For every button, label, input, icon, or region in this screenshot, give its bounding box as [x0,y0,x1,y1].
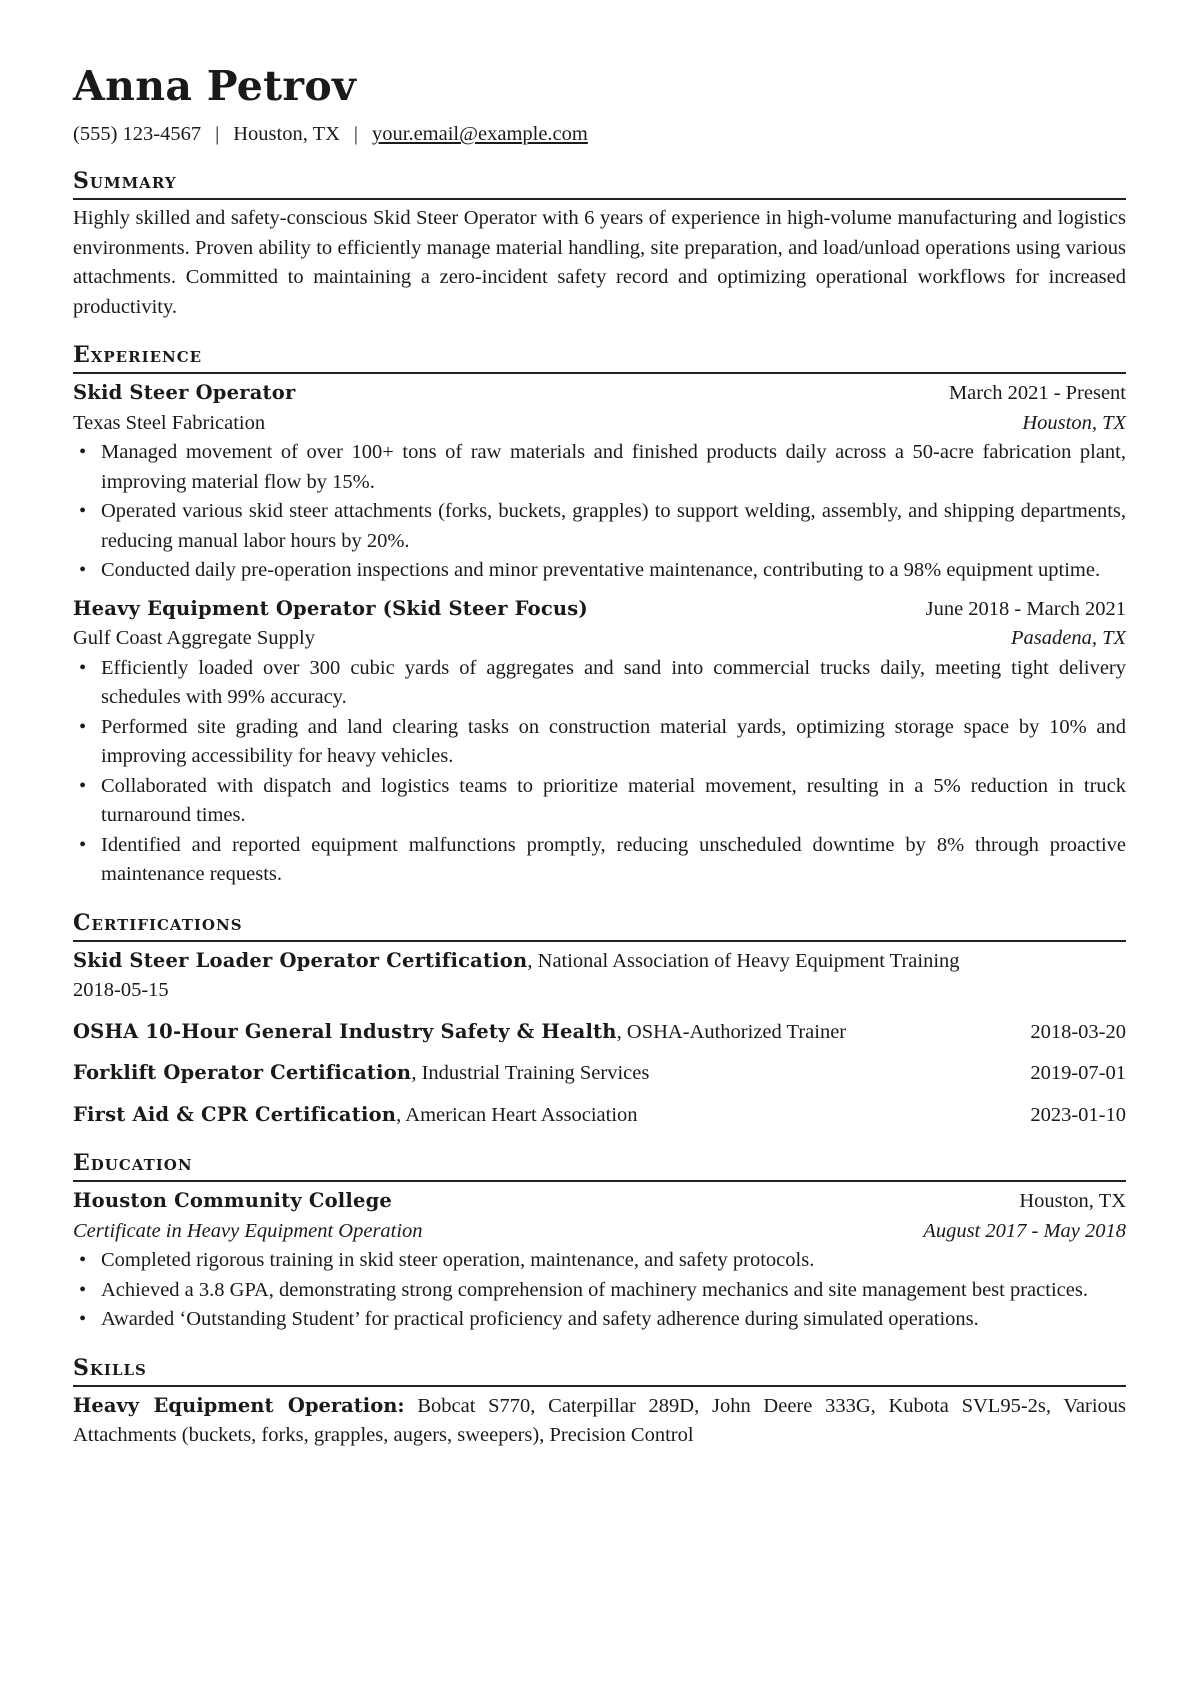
cert-issuer: , OSHA-Authorized Trainer [616,1020,847,1043]
education-dates: August 2017 - May 2018 [923,1219,1126,1242]
candidate-name: Anna Petrov [73,62,357,110]
list-item: • Completed rigorous training in skid steer operation, maintenance, and safety protocols. [101,1246,1126,1276]
cert-issuer: , American Heart Association [396,1103,638,1126]
email-link[interactable]: your.email@example.com [372,123,588,145]
skills-heading: Skills [73,1353,1126,1387]
job-location: Pasadena, TX [1010,627,1126,649]
list-item: • Collaborated with dispatch and logistics teams to prioritize material movement, resulting in a 5% reduction in truck turnaround times. [101,772,1126,831]
separator: | [215,123,220,145]
degree: Certificate in Heavy Equipment Operation [73,1219,423,1242]
experience-heading: Experience [73,340,1126,374]
school-location: Houston, TX [1019,1190,1126,1212]
cert-date: 2018-05-15 [73,979,169,1001]
skills-text: Bobcat S770, Caterpillar 289D, John Deere 333G, Kubota SVL95-2s, Various Attachments (buckets, forks, grapples, augers, sweepers), Precision Control [73,1394,1126,1446]
job-dates: June 2018 - March 2021 [925,597,1126,620]
cert-name: Skid Steer Loader Operator Certification [73,948,528,972]
cert-entry [73,1017,1126,1048]
certifications-heading: Certifications [73,908,1126,942]
job-subheader [73,624,1126,654]
job-bullets [73,654,1126,890]
job-location: Houston, TX [1022,411,1126,434]
list-item: • Managed movement of over 100+ tons of raw materials and finished products daily across a 50-acre fabrication plant, improving material flow by 15%. [101,438,1126,497]
education-subheader [73,1217,1126,1247]
job-entry [73,378,1126,586]
contact-line [73,120,1126,148]
skills-line [73,1391,1126,1451]
resume-page [73,58,1126,1451]
cert-entry [73,946,1126,1006]
job-entry [73,594,1126,890]
skills-label: Heavy Equipment Operation: [73,1393,405,1417]
phone-number: (555) 123-4567 [73,123,202,145]
cert-issuer: , National Association of Heavy Equipment Training [527,949,960,972]
summary-text: Highly skilled and safety-conscious Skid Steer Operator with 6 years of experience in high-volume manufacturing and logistics environments. Proven ability to efficiently manage material handling, site preparation, and load/unload operations using various attachments. Committed to maintaining a zero-incident safety record and optimizing operational workflows for increased productivity. [73,207,1126,318]
cert-name: First Aid & CPR Certification [73,1102,397,1126]
education-bullets [73,1246,1126,1335]
job-subheader [73,409,1126,439]
list-item: • Conducted daily pre-operation inspections and minor preventative maintenance, contributing to a 98% equipment uptime. [101,556,1126,586]
job-role: Heavy Equipment Operator (Skid Steer Focus) [73,596,588,620]
cert-name: Forklift Operator Certification [73,1061,412,1084]
job-header [73,594,1126,625]
job-company: Texas Steel Fabrication [73,411,266,434]
job-company: Gulf Coast Aggregate Supply [73,627,315,649]
cert-entry [73,1058,1126,1089]
cert-issuer: , Industrial Training Services [411,1062,650,1084]
education-heading: Education [73,1148,1126,1182]
cert-entry [73,1100,1126,1131]
education-header [73,1186,1126,1217]
list-item: • Performed site grading and land clearing tasks on construction material yards, optimizing storage space by 10% and improving accessibility for heavy vehicles. [101,713,1126,772]
list-item: • Efficiently loaded over 300 cubic yards of aggregates and sand into commercial trucks daily, meeting tight delivery schedules with 99% accuracy. [101,654,1126,713]
list-item: • Achieved a 3.8 GPA, demonstrating strong comprehension of machinery mechanics and site management best practices. [101,1276,1126,1306]
job-dates: March 2021 - Present [948,382,1126,404]
cert-date: 2018-03-20 [1030,1020,1126,1043]
list-item: • Awarded ‘Outstanding Student’ for practical proficiency and safety adherence during simulated operations. [101,1305,1126,1335]
cert-date: 2023-01-10 [1030,1103,1126,1126]
job-header [73,378,1126,409]
job-role: Skid Steer Operator [73,381,296,404]
location: Houston, TX [233,123,340,145]
summary-heading: Summary [73,166,1126,200]
list-item: • Identified and reported equipment malfunctions promptly, reducing unscheduled downtime by 8% through proactive maintenance requests. [101,831,1126,890]
list-item: • Operated various skid steer attachments (forks, buckets, grapples) to support welding, assembly, and shipping departments, reducing manual labor hours by 20%. [101,497,1126,556]
job-bullets [73,438,1126,586]
separator: | [353,123,359,145]
cert-date: 2019-07-01 [1030,1062,1126,1084]
school-name: Houston Community College [73,1189,393,1212]
cert-name: OSHA 10-Hour General Industry Safety & Health [73,1019,617,1043]
